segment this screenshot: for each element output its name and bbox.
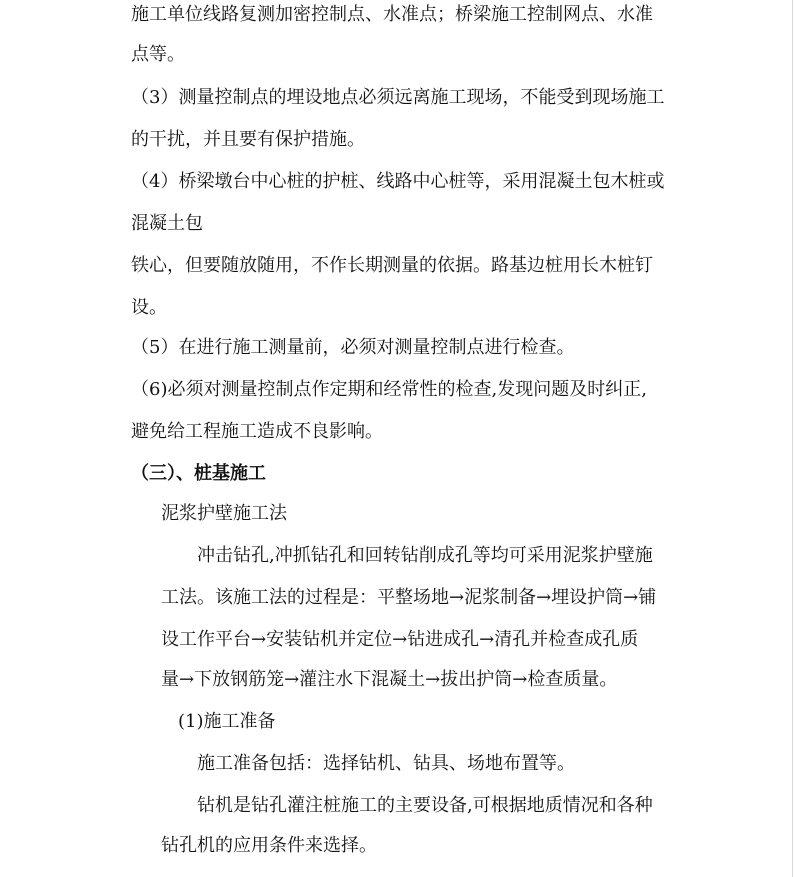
text-line: 冲击钻孔,冲抓钻孔和回转钻削成孔等均可采用泥浆护壁施: [197, 545, 653, 566]
page-edge: [792, 0, 793, 877]
text-line: （5）在进行施工测量前，必须对测量控制点进行检查。: [131, 337, 575, 358]
text-line: 施工单位线路复测加密控制点、水准点；桥梁施工控制网点、水准: [131, 4, 653, 25]
text-line: 施工准备包括：选择钻机、钻具、场地布置等。: [197, 753, 575, 774]
text-line: （6)必须对测量控制点作定期和经常性的检查,发现问题及时纠正,: [131, 379, 647, 400]
text-line: 设。: [131, 297, 167, 318]
text-line: 避免给工程施工造成不良影响。: [131, 421, 383, 442]
text-line: 钻机是钻孔灌注桩施工的主要设备,可根据地质情况和各种: [197, 795, 653, 816]
text-line: 量→下放钢筋笼→灌注水下混凝土→拔出护筒→检查质量。: [161, 669, 618, 690]
text-line: 铁心，但要随放随用，不作长期测量的依据。路基边桩用长木桩钉: [131, 255, 653, 276]
subheading: 泥浆护壁施工法: [161, 503, 287, 524]
text-line: 设工作平台→安装钻机并定位→钻进成孔→清孔并检查成孔质: [161, 629, 639, 650]
text-line: （3）测量控制点的埋设地点必须远离施工现场，不能受到现场施工: [131, 87, 665, 108]
text-line: 钻孔机的应用条件来选择。: [161, 835, 377, 856]
section-heading: （三）、桩基施工: [131, 463, 266, 484]
subheading: (1)施工准备: [178, 711, 276, 732]
text-line: （4）桥梁墩台中心桩的护桩、线路中心桩等，采用混凝土包木桩或: [131, 171, 665, 192]
text-line: 的干扰，并且要有保护措施。: [131, 129, 365, 150]
text-line: 混凝土包: [131, 213, 203, 234]
text-line: 工法。该施工法的过程是：平整场地→泥浆制备→埋设护筒→铺: [161, 587, 657, 608]
text-line: 点等。: [131, 44, 185, 65]
